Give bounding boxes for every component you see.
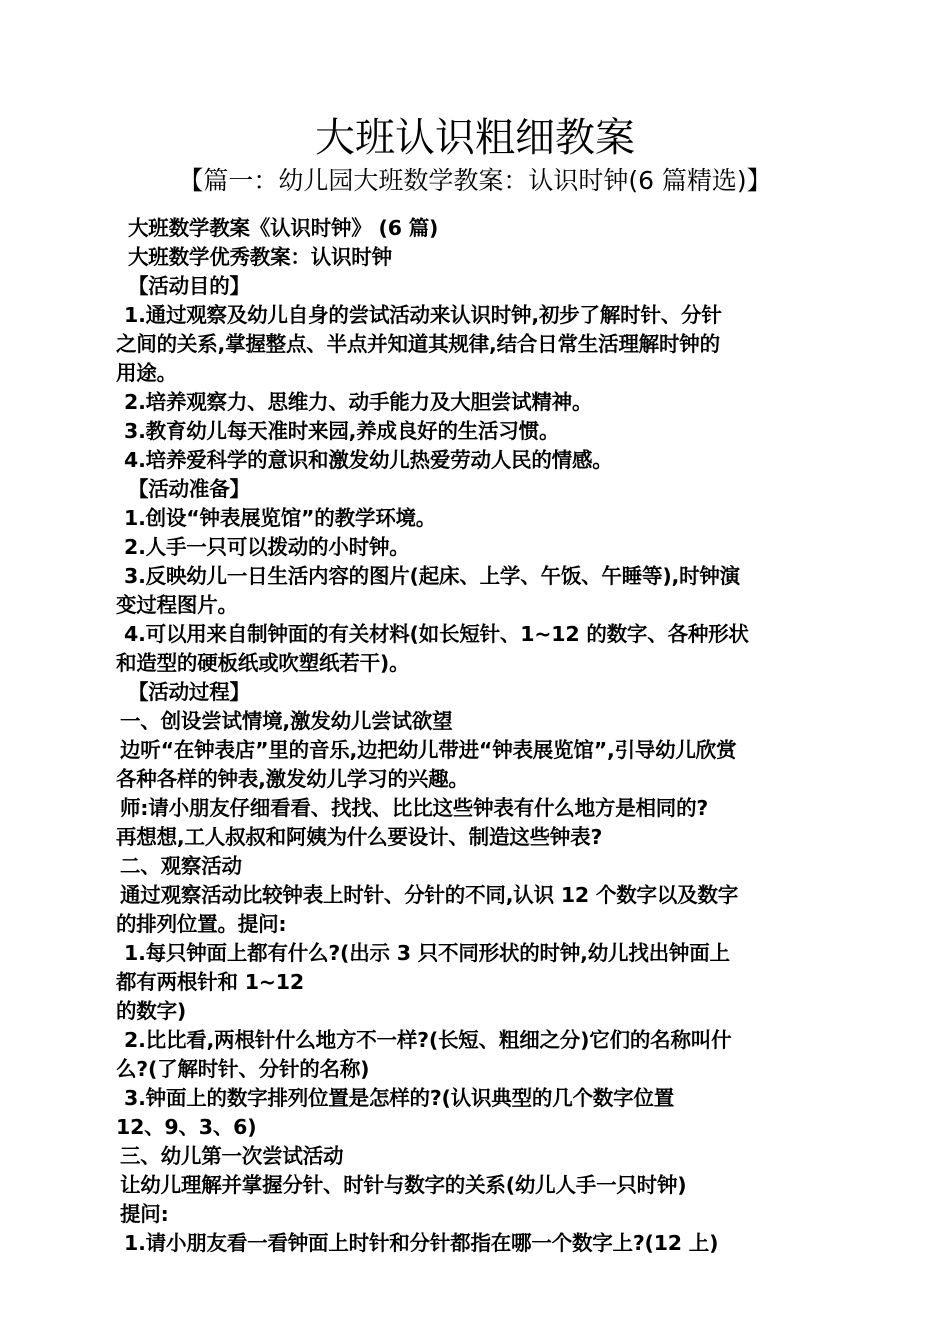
- text-line: 之间的关系,掌握整点、半点并知道其规律,结合日常生活理解时钟的: [116, 332, 720, 356]
- text-line: 2.培养观察力、思维力、动手能力及大胆尝试精神。: [124, 390, 593, 414]
- text-line: 通过观察活动比较钟表上时针、分针的不同,认识 12 个数字以及数字: [120, 883, 738, 907]
- text-line: 4.培养爱科学的意识和激发幼儿热爱劳动人民的情感。: [124, 448, 613, 472]
- section-heading: 【活动过程】: [128, 680, 250, 704]
- section-heading: 【活动目的】: [128, 274, 250, 298]
- subsection-heading: 二、观察活动: [120, 854, 242, 878]
- subsection-heading: 一、创设尝试情境,激发幼儿尝试欲望: [120, 709, 453, 733]
- text-line: 师:请小朋友仔细看看、找找、比比这些钟表有什么地方是相同的?: [120, 796, 709, 820]
- text-line: 各种各样的钟表,激发幼儿学习的兴趣。: [116, 767, 469, 791]
- text-line: 都有两根针和 1~12: [116, 970, 304, 994]
- text-line: 3.反映幼儿一日生活内容的图片(起床、上学、午饭、午睡等),时钟演: [124, 564, 740, 588]
- text-line: 提问:: [120, 1202, 169, 1226]
- text-line: 用途。: [116, 361, 177, 385]
- text-line: 2.比比看,两根针什么地方不一样?(长短、粗细之分)它们的名称叫什: [124, 1028, 732, 1052]
- section-heading: 【活动准备】: [128, 477, 250, 501]
- text-line: 变过程图片。: [116, 593, 238, 617]
- text-line: 么?(了解时针、分针的名称): [116, 1057, 370, 1081]
- text-line: 大班数学教案《认识时钟》 (6 篇): [128, 216, 439, 240]
- text-line: 2.人手一只可以拨动的小时钟。: [124, 535, 410, 559]
- text-line: 4.可以用来自制钟面的有关材料(如长短针、1~12 的数字、各种形状: [124, 622, 749, 646]
- text-line: 再想想,工人叔叔和阿姨为什么要设计、制造这些钟表?: [116, 825, 603, 849]
- text-line: 1.每只钟面上都有什么?(出示 3 只不同形状的时钟,幼儿找出钟面上: [124, 941, 730, 965]
- text-line: 的数字): [116, 999, 187, 1023]
- document-body: [116, 214, 840, 1258]
- text-line: 1.请小朋友看一看钟面上时针和分针都指在哪一个数字上?(12 上): [124, 1231, 719, 1255]
- text-line: 和造型的硬板纸或吹塑纸若干)。: [116, 651, 410, 675]
- text-line: 大班数学优秀教案：认识时钟: [128, 245, 392, 269]
- text-line: 3.教育幼儿每天准时来园,养成良好的生活习惯。: [124, 419, 560, 443]
- text-line: 的排列位置。提问:: [116, 912, 287, 936]
- page-title: 大班认识粗细教案: [315, 115, 635, 161]
- subsection-heading: 三、幼儿第一次尝试活动: [120, 1144, 344, 1168]
- text-line: 1.创设“钟表展览馆”的教学环境。: [124, 506, 437, 530]
- text-line: 1.通过观察及幼儿自身的尝试活动来认识时钟,初步了解时针、分针: [124, 303, 722, 327]
- page-subtitle: 【篇一：幼儿园大班数学教案：认识时钟(6 篇精选)】: [178, 166, 772, 195]
- text-line: 3.钟面上的数字排列位置是怎样的?(认识典型的几个数字位置: [124, 1086, 675, 1110]
- text-line: 边听“在钟表店”里的音乐,边把幼儿带进“钟表展览馆”,引导幼儿欣赏: [120, 738, 737, 762]
- text-line: 12、9、3、6): [116, 1115, 257, 1139]
- text-line: 让幼儿理解并掌握分针、时针与数字的关系(幼儿人手一只时钟): [120, 1173, 687, 1197]
